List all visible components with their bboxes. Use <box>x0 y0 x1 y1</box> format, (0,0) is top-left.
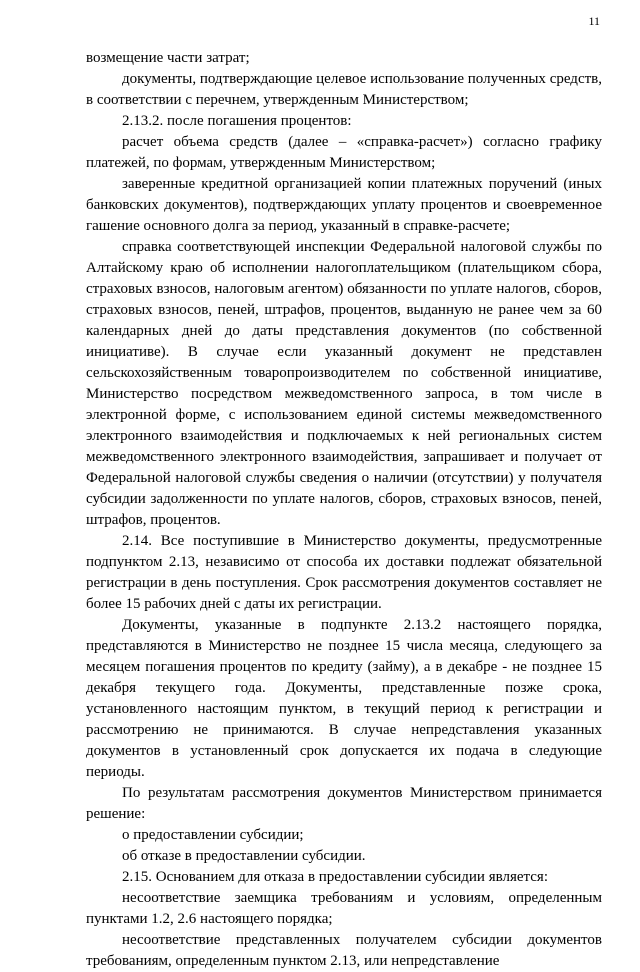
paragraph: Документы, указанные в подпункте 2.13.2 настоящего порядка, представляются в Министерство не позднее 15 числа месяца, следующего за месяцем погашения процентов по кредиту (займу), а в декабре - не позднее 15 декабря текущего года. Документы, представленные позже срока, установленного настоящим пунктом, в текущий период к регистрации и рассмотрению не принимаются. В случае непредставления указанных документов в установленный срок допускается их подача в следующие периоды. <box>86 617 602 780</box>
paragraph: расчет объема средств (далее – «справка-расчет») согласно графику платежей, по формам, утвержденным Министерством; <box>86 134 602 171</box>
page-number: 11 <box>588 14 600 28</box>
paragraph: справка соответствующей инспекции Федеральной налоговой службы по Алтайскому краю об исполнении налогоплательщиком (плательщиком сбора, страховых взносов, налоговым агентом) обязанности по уплате налогов, сборов, страховых взносов, пеней, штрафов, процентов, выданную не ранее чем за 60 календарных дней до даты представления документов (по собственной инициативе). В случае если указанный документ не представлен сельскохозяйственным товаропроизводителем по собственной инициативе, Министерство посредством межведомственного запроса, в том числе в электронной форме, с использованием единой системы межведомственного электронного взаимодействия и подключаемых к ней региональных систем межведомственного электронного взаимодействия, запрашивает и получает от Федеральной налоговой службы сведения о наличии (отсутствии) у получателя субсидии задолженности по уплате налогов, сборов, страховых взносов, пеней, штрафов, процентов. <box>86 239 602 528</box>
paragraph: 2.13.2. после погашения процентов: <box>122 113 352 129</box>
paragraph: заверенные кредитной организацией копии платежных поручений (иных банковских документов), подтверждающих уплату процентов и своевременное гашение основного долга за период, указанный в справке-расчете; <box>86 176 602 234</box>
paragraph: несоответствие представленных получателем субсидии документов требованиям, определенным пунктом 2.13, или непредставление <box>86 932 602 969</box>
paragraph: об отказе в предоставлении субсидии. <box>122 848 366 864</box>
paragraph: несоответствие заемщика требованиям и условиям, определенным пунктами 1.2, 2.6 настоящего порядка; <box>86 890 602 927</box>
paragraph: 2.14. Все поступившие в Министерство документы, предусмотренные подпунктом 2.13, независимо от способа их доставки подлежат обязательной регистрации в день поступления. Срок рассмотрения документов составляет не более 15 рабочих дней с даты их регистрации. <box>86 533 602 612</box>
paragraph: 2.15. Основанием для отказа в предоставлении субсидии является: <box>122 869 548 885</box>
document-body <box>86 48 602 972</box>
paragraph: По результатам рассмотрения документов Министерством принимается решение: <box>86 785 602 822</box>
paragraph: о предоставлении субсидии; <box>122 827 304 843</box>
paragraph: возмещение части затрат; <box>86 50 250 66</box>
paragraph: документы, подтверждающие целевое использование полученных средств, в соответствии с перечнем, утвержденным Министерством; <box>86 71 602 108</box>
